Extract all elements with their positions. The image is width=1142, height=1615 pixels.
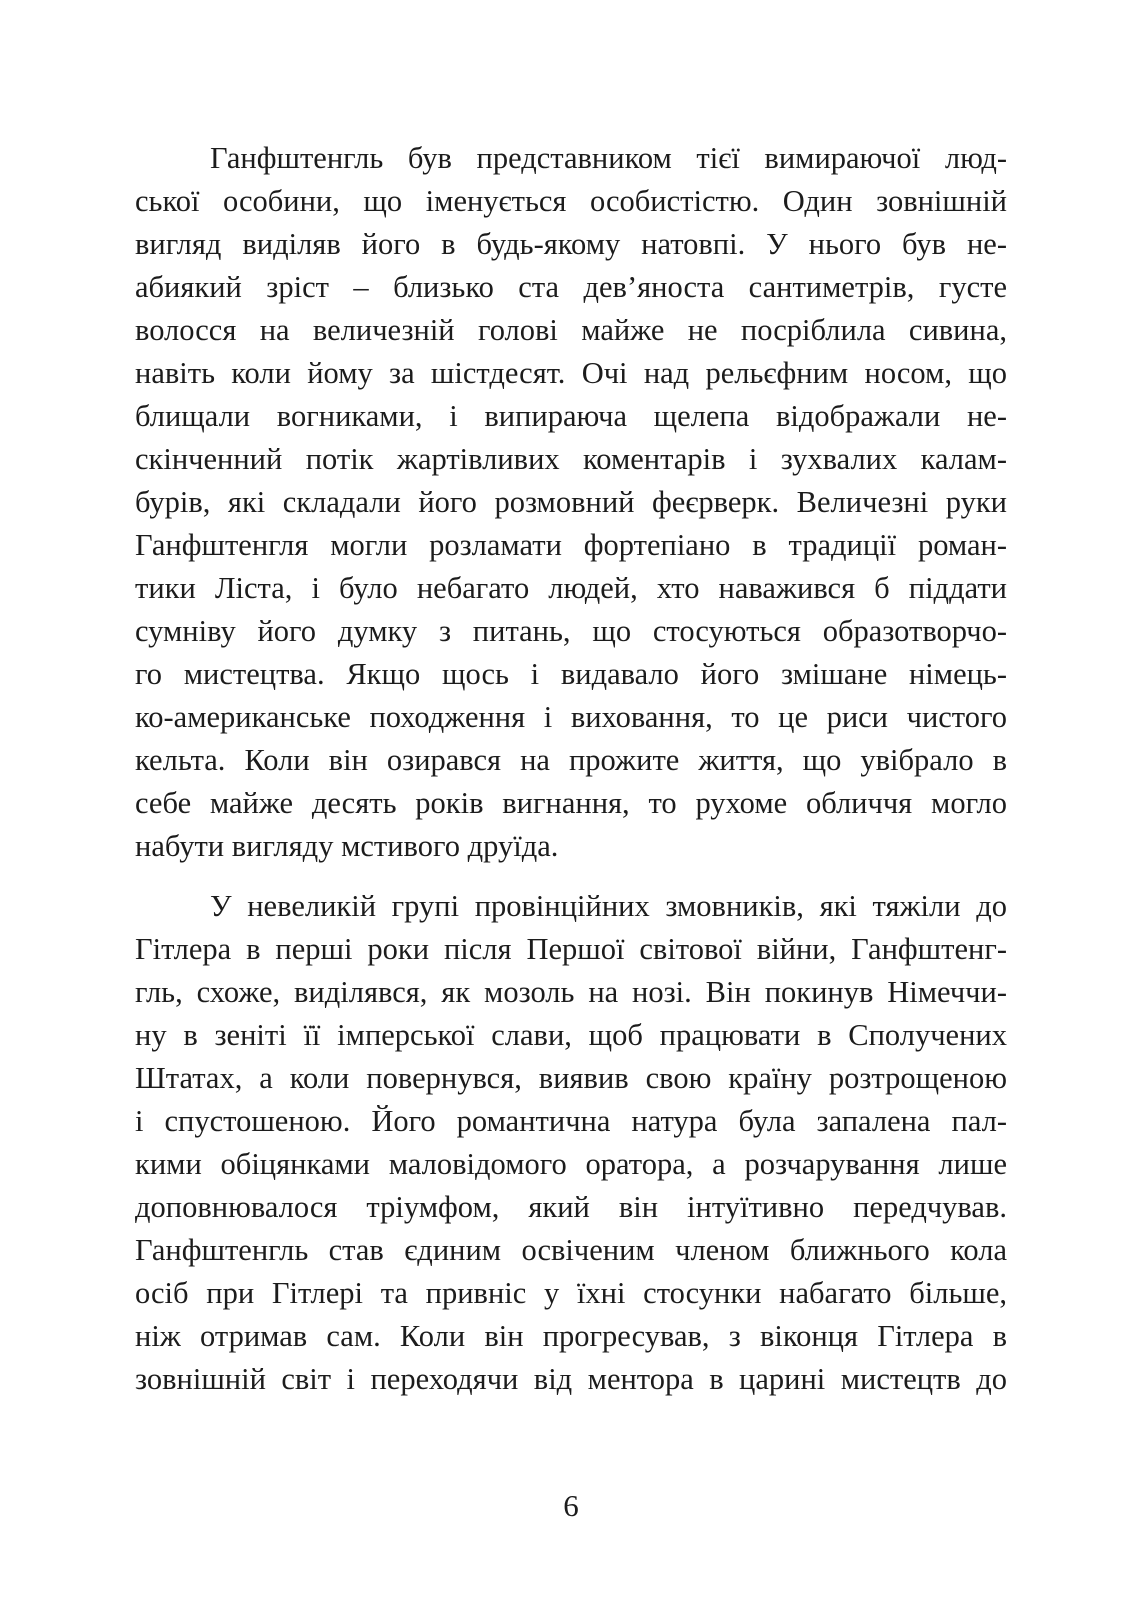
text-line: бурів, які складали його розмовний феєрверк. Величезні руки — [135, 485, 1007, 519]
text-line: кельта. Коли він озирався на прожите життя, що увібрало в — [135, 743, 1007, 777]
text-line: У невеликій групі провінційних змовників, які тяжіли до — [210, 889, 1007, 923]
paragraph-spacer — [135, 868, 1007, 885]
text-line: ну в зеніті її імперської слави, щоб працювати в Сполучених — [135, 1018, 1007, 1052]
text-line: себе майже десять років вигнання, то рухоме обличчя могло — [135, 786, 1007, 820]
page-number: 6 — [563, 1488, 579, 1523]
text-line: блищали вогниками, і випираюча щелепа відображали не- — [135, 399, 1007, 433]
text-line: гль, схоже, виділявся, як мозоль на нозі. Він покинув Німеччи- — [135, 975, 1007, 1009]
text-line: волосся на величезній голові майже не посріблила сивина, — [135, 313, 1007, 347]
text-line: Ганфштенгль був представником тієї вимираючої люд- — [210, 141, 1007, 175]
text-line: го мистецтва. Якщо щось і видавало його змішане німець- — [135, 657, 1007, 691]
text-line: і спустошеною. Його романтична натура була запалена пал- — [135, 1104, 1007, 1138]
text-line: скінченний потік жартівливих коментарів і зухвалих калам- — [135, 442, 1007, 476]
text-line: доповнювалося тріумфом, який він інтуїтивно передчував. — [135, 1190, 1007, 1224]
paragraph-2 — [135, 885, 1007, 1401]
text-line: Ганфштенгль став єдиним освіченим членом ближнього кола — [135, 1233, 1007, 1267]
text-line: Штатах, а коли повернувся, виявив свою країну розтрощеною — [135, 1061, 1007, 1095]
text-line: тики Ліста, і було небагато людей, хто наважився б піддати — [135, 571, 1007, 605]
text-line: кими обіцянками маловідомого оратора, а розчарування лише — [135, 1147, 1007, 1181]
text-line: абиякий зріст – близько ста дев’яноста сантиметрів, густе — [135, 270, 1007, 304]
paragraph-1 — [135, 137, 1007, 868]
text-line: Ганфштенгля могли розламати фортепіано в традиції роман- — [135, 528, 1007, 562]
text-line: вигляд виділяв його в будь-якому натовпі. У нього був не- — [135, 227, 1007, 261]
text-line: Гітлера в перші роки після Першої світової війни, Ганфштенг- — [135, 932, 1007, 966]
text-line: осіб при Гітлері та привніс у їхні стосунки набагато більше, — [135, 1276, 1007, 1310]
text-line: зовнішній світ і переходячи від ментора в царині мистецтв до — [135, 1362, 1007, 1396]
text-line: ніж отримав сам. Коли він прогресував, з віконця Гітлера в — [135, 1319, 1007, 1353]
text-line: ської особини, що іменується особистістю. Один зовнішній — [135, 184, 1007, 218]
text-line: набути вигляду мстивого друїда. — [135, 829, 559, 863]
text-line: навіть коли йому за шістдесят. Очі над рельєфним носом, що — [135, 356, 1007, 390]
body-text — [135, 137, 1007, 1401]
text-line: сумніву його думку з питань, що стосуються образотворчо- — [135, 614, 1007, 648]
text-line: ко-американське походження і виховання, то це риси чистого — [135, 700, 1007, 734]
